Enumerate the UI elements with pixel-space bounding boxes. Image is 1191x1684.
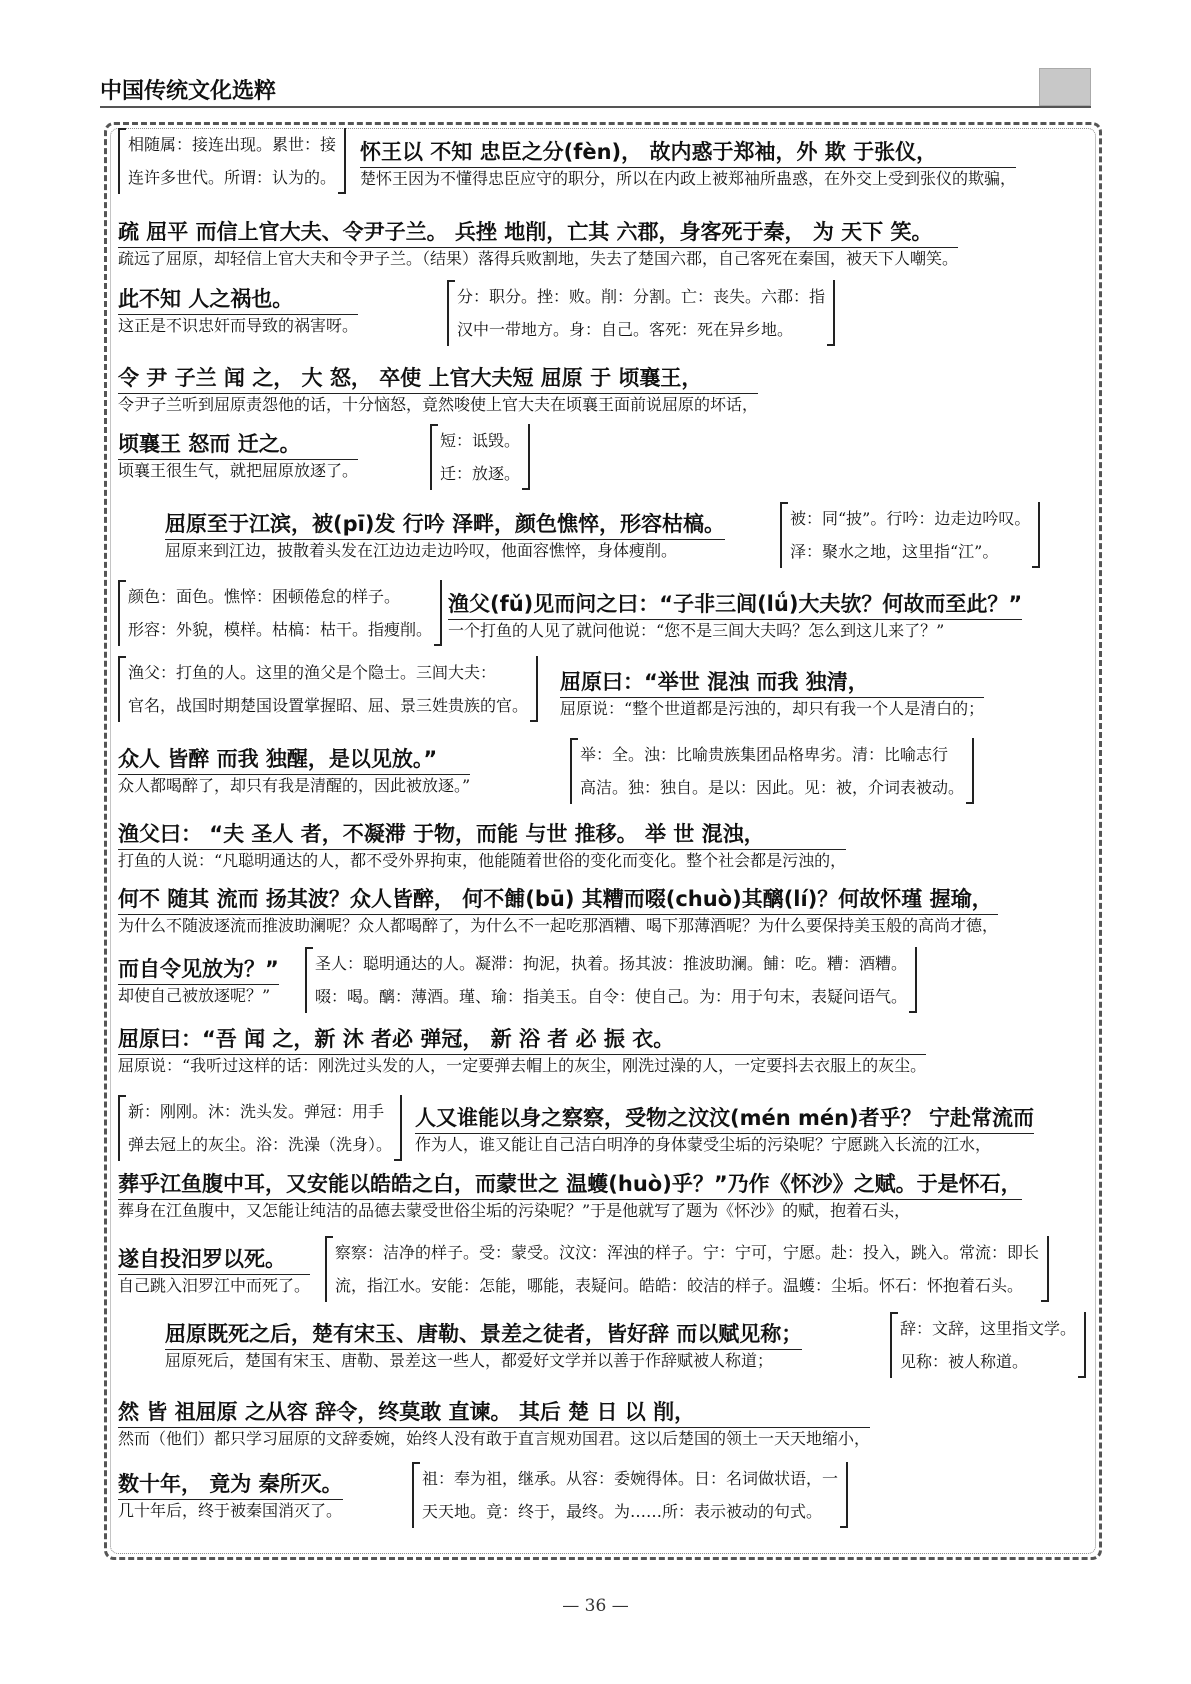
page-number: — 36 —: [562, 1596, 629, 1616]
note-11: 辞：文辞，这里指文学。 见称：被人称道。: [890, 1312, 1086, 1378]
note-7: 举：全。浊：比喻贵族集团品格卑劣。清：比喻志行 高洁。独：独自。是以：因此。见：被，介词表被动。: [570, 738, 974, 804]
passage-12: 而自令见放为？” 却使自己被放逐呢？”: [118, 957, 279, 1005]
note-10: 察察：洁净的样子。受：蒙受。汶汶：浑浊的样子。宁：宁可，宁愿。赴：投入，跳入。常流：即长 流，指江水。安能：怎能，哪能，表疑问。皓皓：皎洁的样子。温蠖：尘垢。怀石：怀抱着石头。: [325, 1236, 1049, 1302]
note-4: 被：同“披”。行吟：边走边吟叹。 泽：聚水之地，这里指“江”。: [780, 502, 1040, 568]
passage-15: 葬乎江鱼腹中耳，又安能以皓皓之白，而蒙世之 温蠖(huò)乎？”乃作《怀沙》之赋。于是怀石， 葬身在江鱼腹中，又怎能让纯洁的品德去蒙受世俗尘垢的污染呢？”于是他就写了题为《怀沙》的赋，抱着石头，: [118, 1172, 1022, 1220]
passage-4: 令 尹 子兰 闻 之， 大 怒， 卒使 上官大夫短 屈原 于 顷襄王， 令尹子兰听到屈原责怨他的话，十分恼怒，竟然唆使上官大夫在顷襄王面前说屈原的坏话，: [118, 366, 759, 414]
passage-2: 疏 屈平 而信上官大夫、令尹子兰。 兵挫 地削，亡其 六郡，身客死于秦， 为 天下 笑。 疏远了屈原，却轻信上官大夫和令尹子兰。（结果）落得兵败割地，失去了楚国六郡，自己客死在秦国，被天下人嘲笑。: [118, 220, 959, 268]
note-8: 圣人：聪明通达的人。凝滞：拘泥，执着。扬其波：推波助澜。餔：吃。糟：酒糟。 啜：喝。醨：薄酒。瑾、瑜：指美玉。自令：使自己。为：用于句末，表疑问语气。: [305, 947, 917, 1013]
passage-10: 渔父曰： “夫 圣人 者，不凝滞 于物，而能 与世 推移。 举 世 混浊， 打鱼的人说：“凡聪明通达的人，都不受外界拘束，他能随着世俗的变化而变化。整个社会都是污浊的，: [118, 822, 847, 870]
passage-9: 众人 皆醉 而我 独醒，是以见放。” 众人都喝醉了，却只有我是清醒的，因此被放逐。”: [118, 747, 471, 795]
book-title: 中国传统文化选粹: [100, 79, 277, 104]
note-6: 渔父：打鱼的人。这里的渔父是个隐士。三闾大夫： 官名，战国时期楚国设置掌握昭、屈、景三姓贵族的官。: [118, 656, 538, 722]
header-rule: [100, 106, 1091, 108]
note-3: 短：诋毁。 迁：放逐。: [430, 424, 530, 490]
note-9: 新：刚刚。沐：洗头发。弹冠：用手 弹去冠上的灰尘。浴：洗澡（洗身）。: [118, 1095, 402, 1161]
passage-8: 屈原曰：“举世 混浊 而我 独清， 屈原说：“整个世道都是污浊的，却只有我一个人是清白的；: [560, 670, 985, 718]
page-header: [100, 68, 1091, 108]
note-5: 颜色：面色。憔悴：困顿倦怠的样子。 形容：外貌，模样。枯槁：枯干。指瘦削。: [118, 580, 442, 646]
passage-7: 渔父(fǔ)见而问之曰：“子非三闾(lǘ)大夫欤？何故而至此？” 一个打鱼的人见了就问他说：“您不是三闾大夫吗？怎么到这儿来了？”: [448, 592, 1023, 640]
passage-19: 数十年， 竟为 秦所灭。 几十年后，终于被秦国消灭了。: [118, 1472, 343, 1520]
passage-1: 怀王以 不知 忠臣之分(fèn)， 故内惑于郑袖，外 欺 于张仪， 楚怀王因为不懂得忠臣应守的职分，所以在内政上被郑袖所蛊惑，在外交上受到张仪的欺骗，: [360, 140, 1017, 188]
passage-16: 遂自投汨罗以死。 自己跳入汨罗江中而死了。: [118, 1247, 311, 1295]
passage-6: 屈原至于江滨，被(pī)发 行吟 泽畔，颜色憔悴，形容枯槁。 屈原来到江边，披散着头发在江边边走边吟叹，他面容憔悴，身体瘦削。: [165, 512, 726, 560]
note-2: 分：职分。挫：败。削：分割。亡：丧失。六郡：指 汉中一带地方。身：自己。客死：死在异乡地。: [447, 280, 835, 346]
note-12: 祖：奉为祖，继承。从容：委婉得体。日：名词做状语，一 天天地。竟：终于，最终。为……所：表示被动的句式。: [412, 1462, 848, 1528]
passage-14: 人又谁能以身之察察，受物之汶汶(mén mén)者乎？ 宁赴常流而 作为人，谁又能让自己洁白明净的身体蒙受尘垢的污染呢？宁愿跳入长流的江水，: [415, 1106, 1034, 1154]
passage-3: 此不知 人之祸也。 这正是不识忠奸而导致的祸害呀。: [118, 287, 359, 335]
note-1: 相随属：接连出现。累世：接 连许多世代。所谓：认为的。: [118, 128, 346, 194]
passage-18: 然 皆 祖屈原 之从容 辞令，终莫敢 直谏。 其后 楚 日 以 削， 然而（他们）都只学习屈原的文辞委婉，始终人没有敢于直言规劝国君。这以后楚国的领土一天天地缩小，: [118, 1400, 871, 1448]
passage-17: 屈原既死之后，楚有宋玉、唐勒、景差之徒者，皆好辞 而以赋见称； 屈原死后，楚国有宋玉、唐勒、景差这一些人，都爱好文学并以善于作辞赋被人称道；: [165, 1322, 803, 1370]
passage-13: 屈原曰：“吾 闻 之，新 沐 者必 弹冠， 新 浴 者 必 振 衣。 屈原说：“我听过这样的话：刚洗过头发的人，一定要弹去帽上的灰尘，刚洗过澡的人，一定要抖去衣服上的灰尘。: [118, 1027, 927, 1075]
header-gray-box: [1039, 68, 1091, 106]
passage-11: 何不 随其 流而 扬其波？众人皆醉， 何不餔(bū) 其糟而啜(chuò)其醨(lí)？何故怀瑾 握瑜， 为什么不随波逐流而推波助澜呢？众人都喝醉了，为什么不一起吃那酒糟、喝下那薄酒呢？为什么要保持美玉般的高尚才德，: [118, 887, 999, 935]
passage-5: 顷襄王 怒而 迁之。 顷襄王很生气，就把屈原放逐了。: [118, 432, 359, 480]
